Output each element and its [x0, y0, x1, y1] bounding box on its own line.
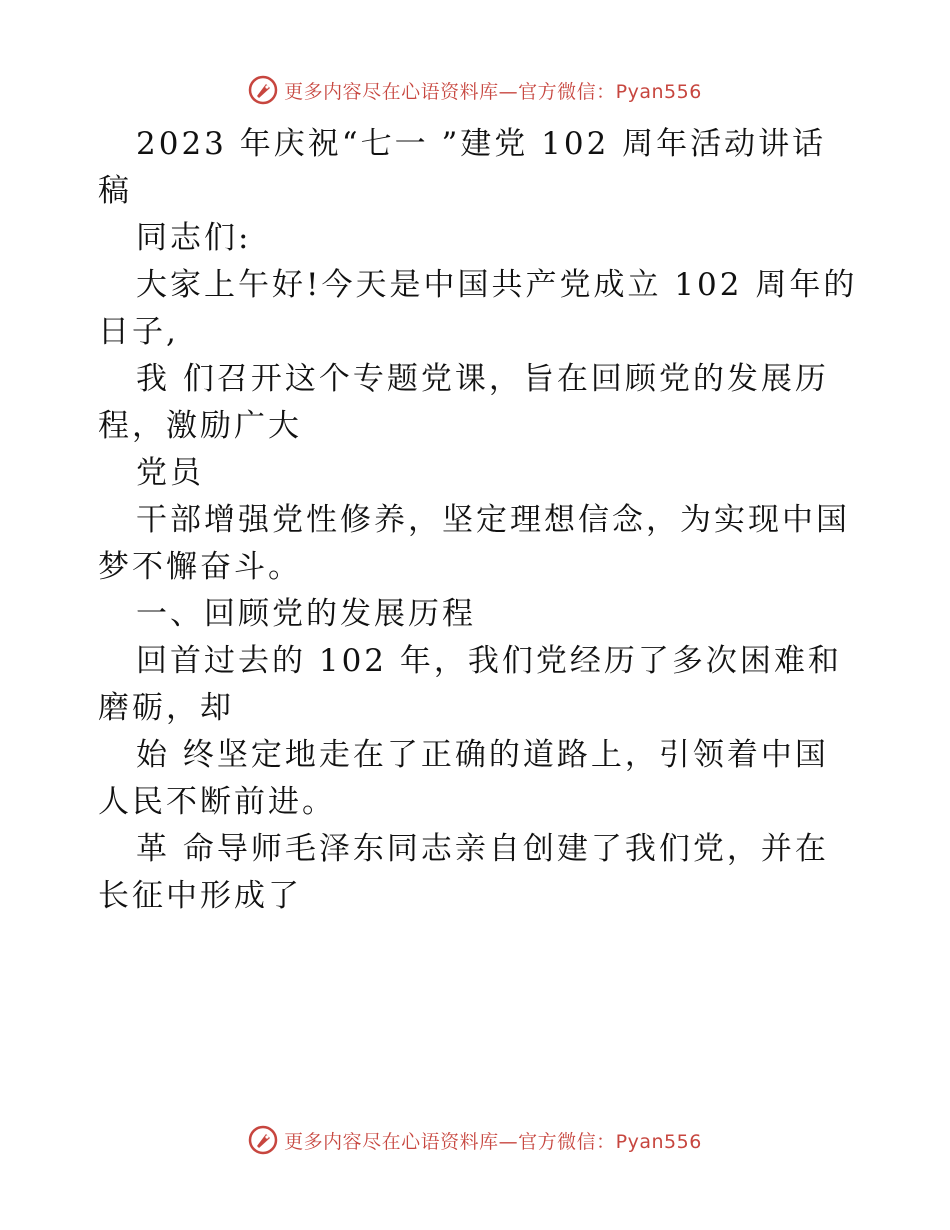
paragraph-salutation: 同志们:: [136, 220, 252, 256]
section-heading: 一、回顾党的发展历程: [136, 596, 476, 632]
document-body: [98, 121, 858, 920]
pen-nib-logo-icon: [248, 75, 278, 105]
header-banner: [0, 70, 950, 110]
footer-banner-text: 更多内容尽在心语资料库—官方微信：Pyan556: [284, 1130, 702, 1153]
paragraph: 党员: [136, 455, 204, 491]
paragraph: 始 终坚定地走在了正确的道路上，引领着中国人民不断前进。: [98, 737, 829, 820]
paragraph: 干部增强党性修养，坚定理想信念，为实现中国梦不懈奋斗。: [98, 502, 850, 585]
paragraph: 革 命导师毛泽东同志亲自创建了我们党，并在长征中形成了: [98, 831, 829, 914]
document-title: 2023 年庆祝“七一 ”建党 102 周年活动讲话稿: [98, 126, 827, 209]
paragraph: 回首过去的 102 年，我们党经历了多次困难和磨砺，却: [98, 643, 842, 726]
paragraph: 大家上午好!今天是中国共产党成立 102 周年的日子,: [98, 267, 858, 350]
pen-nib-logo-icon: [248, 1125, 278, 1155]
footer-banner: [0, 1120, 950, 1160]
header-banner-text: 更多内容尽在心语资料库—官方微信：Pyan556: [284, 80, 702, 103]
paragraph: 我 们召开这个专题党课，旨在回顾党的发展历程，激励广大: [98, 361, 829, 444]
